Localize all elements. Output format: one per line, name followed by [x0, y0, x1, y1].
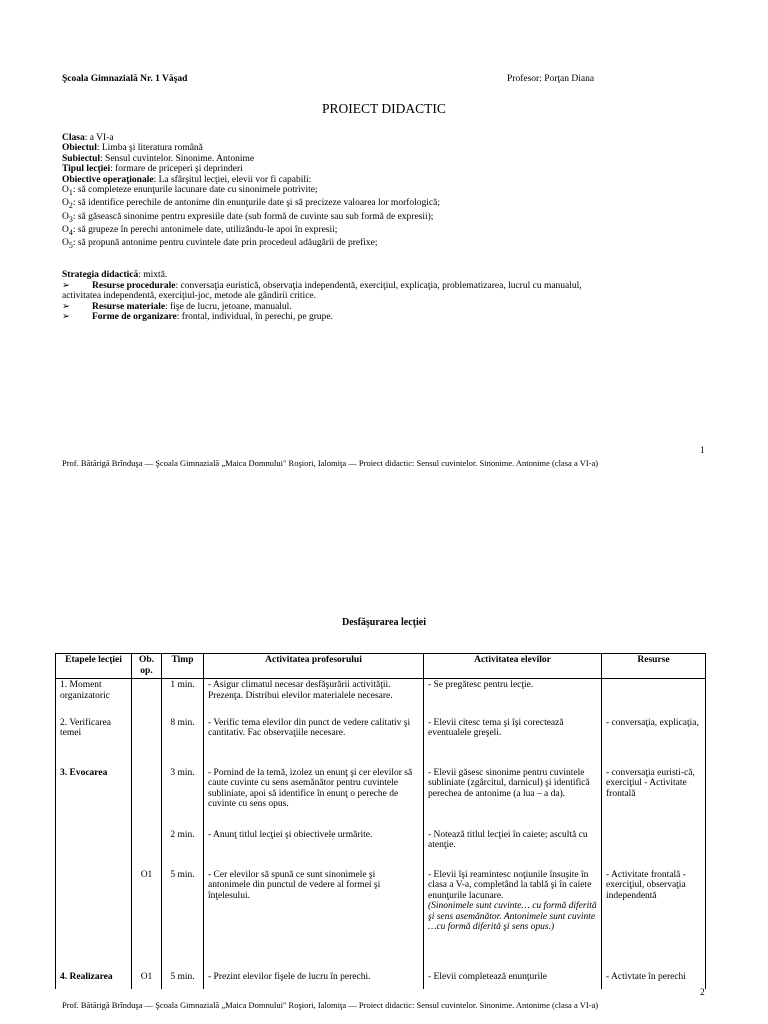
cell-time: 3 min.	[162, 767, 204, 829]
cell-stage: 1. Moment organizatoric	[56, 679, 132, 717]
arrow-bullet-icon: ➢	[62, 301, 70, 312]
table-row	[56, 971, 706, 989]
lesson-plan-table	[55, 653, 706, 989]
cell-objective: O1	[132, 971, 162, 989]
objective-3: $O_3$: să găsească sinonime pentru expresiile date (sub formă de cuvinte sau sub formă de expresii);	[62, 211, 434, 224]
definition-italic-text: (Sinonimele sunt cuvinte… cu formă diferită şi sens asemănător. Antonimele sunt cuvinte …cu formă diferită şi sens opus.)	[428, 901, 597, 932]
cell-resources	[602, 679, 706, 717]
cell-resources: - Activtate în perechi	[602, 971, 706, 989]
arrow-bullet-icon: ➢	[62, 312, 70, 323]
cell-student-activity: - Elevii citesc tema şi îşi corectează eventualele greşeli.	[424, 717, 602, 767]
teacher-name: Profesor: Porţan Diana	[507, 74, 595, 84]
footer-page-2: Prof. Bătărigă Brînduşa — Şcoala Gimnazială „Maica Domnului" Roşiori, Ialomiţa — Proiect didactic: Sensul cuvintelor. Sinonime. Antonime (clasa a VI-a)	[62, 1000, 599, 1010]
cell-resources	[602, 829, 706, 869]
strategy-heading: Strategia didactică: mixtă.	[62, 270, 168, 280]
table-row	[56, 767, 706, 829]
strategy-organization: ➢ Forme de organizare: frontal, individual, în perechi, pe grupe.	[62, 312, 333, 323]
cell-stage: 3. Evocarea	[56, 767, 132, 829]
col-header-time: Timp	[162, 654, 204, 679]
lesson-meta	[62, 133, 712, 252]
cell-objective: O1	[132, 869, 162, 971]
cell-objective	[132, 829, 162, 869]
cell-time: 5 min.	[162, 971, 204, 989]
arrow-bullet-icon: ➢	[62, 280, 70, 291]
meta-objectives-intro: Obiective operaţionale: La sfârşitul lecţiei, elevii vor fi capabili:	[62, 174, 312, 185]
cell-teacher-activity: - Asigur climatul necesar desfăşurării activităţii. Prezenţa. Distribui elevilor materialele necesare.	[204, 679, 424, 717]
cell-stage: 4. Realizarea	[56, 971, 132, 989]
didactic-strategy	[62, 270, 712, 323]
col-header-student-activity: Activitatea elevilor	[424, 654, 602, 679]
objective-4: $O_4$: să grupeze în perechi antonimele date, utilizându-le apoi în expresii;	[62, 224, 338, 237]
page-number-2: 2	[700, 988, 705, 998]
page-number-1: 1	[700, 446, 705, 456]
cell-objective	[132, 717, 162, 767]
col-header-objective: Ob. op.	[132, 654, 162, 679]
cell-student-activity: - Elevii îşi reamintesc noţiunile însuşite în clasa a V-a, completând la tablă şi în caiete enunţurile lacunare. (Sinonimele sunt cuvinte… cu formă diferită şi sens asemănător. Antonimele sunt cuvinte …cu formă diferită şi sens opus.)	[424, 869, 602, 971]
footer-page-1: Prof. Bătărigă Brînduşa — Şcoala Gimnazială „Maica Domnului" Roşiori, Ialomiţa — Proiect didactic: Sensul cuvintelor. Sinonime. Antonime (clasa a VI-a)	[62, 458, 599, 468]
cell-time: 1 min.	[162, 679, 204, 717]
strategy-procedural-cont: activitatea independentă, exerciţiul-joc, metode ale gândirii critice.	[62, 291, 317, 302]
objective-1: $O_1$: să completeze enunţurile lacunare date cu sinonimele potrivite;	[62, 185, 318, 197]
cell-time: 5 min.	[162, 869, 204, 971]
cell-student-activity: - Se pregătesc pentru lecţie.	[424, 679, 602, 717]
cell-resources: - Activitate frontală - exerciţiul, observaţia independentă	[602, 869, 706, 971]
table-row	[56, 679, 706, 717]
document-title: PROIECT DIDACTIC	[322, 101, 446, 116]
meta-topic: Subiectul: Sensul cuvintelor. Sinonime. Antonime	[62, 153, 255, 164]
meta-subject: Obiectul: Limba şi literatura română	[62, 143, 203, 154]
cell-stage: 2. Verificarea temei	[56, 717, 132, 767]
table-row	[56, 869, 706, 971]
cell-objective	[132, 679, 162, 717]
cell-student-activity: - Elevii completează enunţurile	[424, 971, 602, 989]
table-row	[56, 717, 706, 767]
cell-teacher-activity: - Anunţ titlul lecţiei şi obiectivele urmărite.	[204, 829, 424, 869]
cell-teacher-activity: - Cer elevilor să spună ce sunt sinonimele şi antonimele din punctul de vedere al formei şi înţelesului.	[204, 869, 424, 971]
lesson-flow-title: Desfăşurarea lecţiei	[342, 617, 426, 628]
table-header-row	[56, 654, 706, 679]
cell-stage	[56, 829, 132, 869]
cell-teacher-activity: - Pornind de la temă, izolez un enunţ şi cer elevilor să caute cuvinte cu sens asemănător pentru cuvintele subliniate, apoi să identifice în enunţ o pereche de cuvinte cu sens opus.	[204, 767, 424, 829]
cell-objective	[132, 767, 162, 829]
cell-time: 2 min.	[162, 829, 204, 869]
cell-resources: - conversaţia euristi-că, exerciţiul - Activitate frontală	[602, 767, 706, 829]
table-row	[56, 829, 706, 869]
col-header-resources: Resurse	[602, 654, 706, 679]
cell-teacher-activity: - Prezint elevilor fişele de lucru în perechi.	[204, 971, 424, 989]
cell-student-activity: - Notează titlul lecţiei în caiete; ascultă cu atenţie.	[424, 829, 602, 869]
strategy-procedural: ➢ Resurse procedurale: conversaţia euristică, observaţia independentă, exerciţiul, explicaţia, problematizarea, lucrul cu manualul,	[62, 280, 582, 291]
objective-5: $O_5$: să propună antonime pentru cuvintele date prin procedeul adăugării de prefixe;	[62, 238, 378, 251]
strategy-materials: ➢ Resurse materiale: fişe de lucru, jetoane, manualul.	[62, 301, 292, 312]
cell-resources: - conversaţia, explicaţia,	[602, 717, 706, 767]
cell-student-activity: - Elevii găsesc sinonime pentru cuvintele subliniate (zgârcitul, darnicul) şi identifică perechea de antonime (a lua – a da).	[424, 767, 602, 829]
cell-stage	[56, 869, 132, 971]
col-header-teacher-activity: Activitatea profesorului	[204, 654, 424, 679]
objective-2: $O_2$: să identifice perechile de antonime din enunţurile date şi să precizeze valoarea lor morfologică;	[62, 198, 440, 211]
meta-class: Clasa: a VI-a	[62, 133, 114, 143]
cell-time: 8 min.	[162, 717, 204, 767]
cell-teacher-activity: - Verific tema elevilor din punct de vedere calitativ şi cantitativ. Fac observaţiile necesare.	[204, 717, 424, 767]
meta-lesson-type: Tipul lecţiei: formare de priceperi şi deprinderi	[62, 164, 243, 175]
school-name: Şcoala Gimnazială Nr. 1 Văşad	[62, 74, 188, 84]
col-header-stage: Etapele lecţiei	[56, 654, 132, 679]
